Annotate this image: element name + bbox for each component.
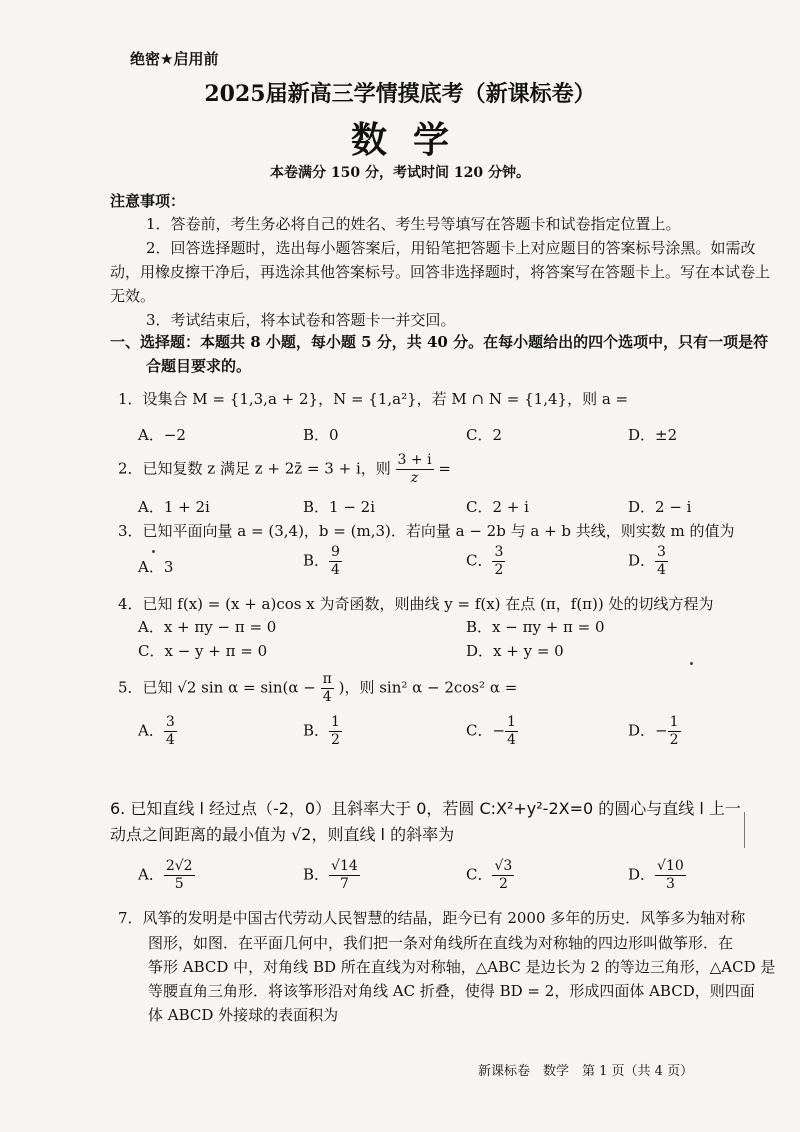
- question-6-option-a-label: A．: [138, 865, 164, 884]
- question-5-option-d-fraction: [668, 714, 681, 749]
- question-6-option-b-label: B．: [303, 865, 330, 884]
- question-6-option-b-denominator: 7: [339, 876, 349, 892]
- question-2-option-a: A．1 + 2i: [138, 498, 210, 516]
- question-6-option-d-label: D．: [628, 865, 656, 884]
- question-6-option-a-denominator: 5: [174, 876, 184, 892]
- scan-margin-mark: [744, 812, 745, 848]
- score-time-note: 本卷满分 150 分，考试时间 120 分钟。: [270, 165, 530, 181]
- question-3-option-c-fraction: [492, 544, 505, 579]
- question-3-option-c-denominator: 2: [494, 562, 504, 578]
- question-6-option-b-numerator: √14: [331, 858, 358, 874]
- question-1-option-a: A．−2: [138, 426, 186, 444]
- question-7-line-1: 7．风筝的发明是中国古代劳动人民智慧的结晶，距今已有 2000 多年的历史．风筝多为轴对称: [118, 909, 746, 927]
- question-3-option-d-label: D．: [628, 551, 656, 570]
- question-4-stem: 4．已知 f(x) = (x + a)cos x 为奇函数，则曲线 y = f(x) 在点 (π，f(π)) 处的切线方程为: [118, 595, 714, 613]
- question-3-option-c: [466, 544, 505, 579]
- question-5-option-a-label: A．: [138, 721, 164, 740]
- subject-title: 数学: [350, 119, 475, 161]
- question-1-option-c: C．2: [466, 426, 503, 444]
- scan-speck: [152, 550, 155, 553]
- question-5-option-b-numerator: 1: [331, 714, 340, 730]
- question-2-stem-post: =: [438, 459, 451, 478]
- question-1-option-d: D．±2: [628, 426, 678, 444]
- question-2-fraction-numerator: 3 + i: [397, 452, 432, 468]
- question-2-stem: [118, 452, 451, 487]
- question-5-stem: [118, 671, 517, 706]
- question-3-option-b-numerator: 9: [331, 544, 340, 560]
- question-4-option-d: D．x + y = 0: [466, 642, 564, 660]
- question-5-option-a-numerator: 3: [165, 714, 175, 730]
- question-4-option-a: A．x + πy − π = 0: [138, 618, 277, 636]
- question-3-option-b: [303, 544, 342, 579]
- question-7-line-4: 等腰直角三角形．将该筝形沿对角线 AC 折叠，使得 BD = 2，形成四面体 ABCD，则四面: [148, 982, 755, 1000]
- question-5-option-c-denominator: 4: [507, 732, 516, 748]
- notice-item-1: 1．答卷前，考生务必将自己的姓名、考生号等填写在答题卡和试卷指定位置上。: [146, 215, 681, 233]
- question-5-option-c-label: C．−: [466, 721, 506, 740]
- question-5-option-c: [466, 714, 518, 749]
- page-footer: 新课标卷 数学 第 1 页（共 4 页）: [478, 1064, 694, 1079]
- question-6-option-a: [138, 858, 195, 893]
- question-5-stem-pre: 5．已知 √2 sin α = sin(α −: [118, 678, 316, 697]
- question-4-option-c: C．x − y + π = 0: [138, 642, 268, 660]
- confidential-label: 绝密★启用前: [130, 50, 219, 68]
- question-5-stem-post: )，则 sin² α − 2cos² α =: [338, 678, 518, 697]
- question-5-option-d-numerator: 1: [669, 714, 679, 730]
- question-6-option-a-fraction: [164, 858, 195, 893]
- question-2-fraction-denominator: z: [410, 470, 419, 486]
- question-5-option-d-label: D．−: [628, 721, 668, 740]
- question-5-option-c-fraction: [505, 714, 518, 749]
- question-6-option-a-numerator: 2√2: [165, 858, 193, 874]
- question-5-option-a: [138, 714, 177, 749]
- question-3-option-d-numerator: 3: [657, 544, 666, 560]
- question-6-option-d-fraction: [655, 858, 686, 893]
- question-3-option-c-numerator: 3: [494, 544, 504, 560]
- question-6-option-b: [303, 858, 360, 893]
- question-7-line-5: 体 ABCD 外接球的表面积为: [148, 1006, 339, 1024]
- question-5-option-a-denominator: 4: [165, 732, 175, 748]
- question-2-option-d: D．2 − i: [628, 498, 692, 516]
- question-1-option-b: B．0: [303, 426, 339, 444]
- question-6-option-b-fraction: [329, 858, 360, 893]
- scan-speck: [690, 662, 693, 665]
- question-6-option-c-numerator: √3: [494, 858, 513, 874]
- question-2-option-c: C．2 + i: [466, 498, 529, 516]
- question-2-stem-pre: 2．已知复数 z 满足 z + 2z̄ = 3 + i，则: [118, 459, 391, 478]
- question-5-option-d: [628, 714, 681, 749]
- question-3-option-c-label: C．: [466, 551, 493, 570]
- question-6-option-d-numerator: √10: [657, 858, 684, 874]
- question-2-fraction: [396, 452, 434, 487]
- question-5-option-b-label: B．: [303, 721, 330, 740]
- question-3-option-d-fraction: [655, 544, 668, 579]
- question-1-stem: 1．设集合 M = {1,3,a + 2}，N = {1,a²}，若 M ∩ N = {1,4}，则 a =: [118, 390, 629, 408]
- question-6-line-1: 6. 已知直线 l 经过点（-2，0）且斜率大于 0，若圆 C:X²+y²-2X=0 的圆心与直线 l 上一: [110, 799, 741, 818]
- question-3-option-d-denominator: 4: [657, 562, 666, 578]
- question-7-line-3: 筝形 ABCD 中，对角线 BD 所在直线为对称轴，△ABC 是边长为 2 的等边三角形，△ACD 是: [148, 958, 776, 976]
- question-6-option-c-denominator: 2: [498, 876, 508, 892]
- question-2-option-b: B．1 − 2i: [303, 498, 376, 516]
- question-3-option-a-value: 3: [163, 558, 174, 576]
- question-5-option-c-numerator: 1: [507, 714, 516, 730]
- question-3-option-a: [138, 556, 173, 577]
- question-5-fraction: [321, 671, 334, 706]
- question-5-option-d-denominator: 2: [669, 732, 679, 748]
- exam-title: 2025届新高三学情摸底考（新课标卷）: [204, 81, 596, 107]
- question-3-option-b-denominator: 4: [331, 562, 340, 578]
- question-5-fraction-numerator: π: [322, 671, 332, 687]
- question-3-option-b-label: B．: [303, 551, 330, 570]
- question-3-stem: 3．已知平面向量 a = (3,4)，b = (m,3)．若向量 a − 2b 与 a + b 共线，则实数 m 的值为: [118, 522, 735, 540]
- notice-heading: 注意事项：: [110, 192, 186, 210]
- question-7-line-2: 图形，如图．在平面几何中，我们把一条对角线所在直线为对称轴的四边形叫做筝形．在: [148, 934, 734, 952]
- question-3-option-d: [628, 544, 668, 579]
- question-6-option-d-denominator: 3: [665, 876, 675, 892]
- question-5-option-a-fraction: [164, 714, 177, 749]
- question-5-option-b-denominator: 2: [331, 732, 340, 748]
- question-6-option-d: [628, 858, 686, 893]
- question-4-option-b: B．x − πy + π = 0: [466, 618, 605, 636]
- question-6-option-c: [466, 858, 514, 893]
- question-6-line-2: 动点之间距离的最小值为 √2，则直线 l 的斜率为: [110, 825, 455, 844]
- notice-item-3: 3．考试结束后，将本试卷和答题卡一并交回。: [146, 311, 456, 329]
- question-3-option-a-label: A．: [138, 558, 164, 576]
- question-3-option-b-fraction: [329, 544, 342, 579]
- section-1-heading: 一、选择题：本题共 8 小题，每小题 5 分，共 40 分。在每小题给出的四个选项中，只有一项是符合题目要求的。: [110, 333, 769, 375]
- question-5-fraction-denominator: 4: [322, 689, 332, 705]
- question-6-option-c-fraction: [492, 858, 514, 893]
- question-5-option-b: [303, 714, 342, 749]
- question-5-option-b-fraction: [329, 714, 342, 749]
- notice-item-2: 2．回答选择题时，选出每小题答案后，用铅笔把答题卡上对应题目的答案标号涂黑。如需改动，用橡皮擦干净后，再选涂其他答案标号。回答非选择题时，将答案写在答题卡上。写在本试卷上无效。: [110, 239, 771, 305]
- question-6-option-c-label: C．: [466, 865, 493, 884]
